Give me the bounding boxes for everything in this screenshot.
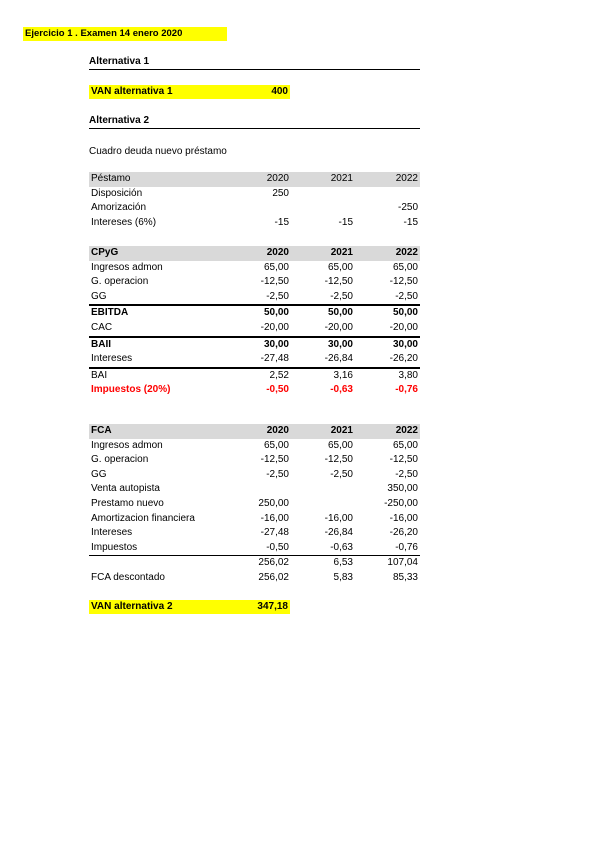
table-row <box>89 201 420 216</box>
table-cell: -16,00 <box>324 512 353 524</box>
table-cell: -250,00 <box>384 497 418 509</box>
table-cell: Ingresos admon <box>91 261 163 273</box>
table-cell: 2020 <box>266 173 289 184</box>
table-cell: 30,00 <box>392 338 418 350</box>
table-cell: 250,00 <box>258 497 289 509</box>
table-row <box>89 482 420 497</box>
table-cell: -250 <box>397 202 418 214</box>
van-alt2-value: 347,18 <box>257 601 288 612</box>
table-cell: -0,50 <box>266 541 289 553</box>
table-cell: 2022 <box>395 173 418 184</box>
prestamo-header-row <box>89 172 420 187</box>
cuadro-deuda-caption: Cuadro deuda nuevo préstamo <box>89 146 227 157</box>
table-cell: -15 <box>274 216 289 228</box>
table-row <box>89 187 420 202</box>
table-cell: 6,53 <box>333 557 353 569</box>
van-alt2-bar <box>89 600 290 614</box>
cpyg-header-row <box>89 246 420 261</box>
table-cell: 2020 <box>266 425 289 436</box>
table-cell: 2022 <box>395 247 418 258</box>
table-cell: -27,48 <box>260 353 289 365</box>
table-cell: -27,48 <box>260 527 289 539</box>
table-cell: -0,76 <box>395 541 418 553</box>
table-row <box>89 512 420 527</box>
alt1-heading: Alternativa 1 <box>89 55 420 70</box>
table-cell: -0,63 <box>330 384 353 396</box>
cpyg-table <box>89 246 420 398</box>
table-cell: -15 <box>403 216 418 228</box>
table-cell: -16,00 <box>260 512 289 524</box>
table-cell: 65,00 <box>327 261 353 273</box>
table-cell: 5,83 <box>333 571 353 583</box>
table-row <box>89 275 420 290</box>
van-alt2-label: VAN alternativa 2 <box>91 601 173 612</box>
table-cell: 256,02 <box>258 557 289 569</box>
alt2-heading: Alternativa 2 <box>89 114 420 129</box>
table-cell: Impuestos (20%) <box>91 384 171 396</box>
exercise-title: Ejercicio 1 . Examen 14 enero 2020 <box>23 27 227 41</box>
table-row <box>89 216 420 231</box>
table-cell: Intereses <box>91 527 133 539</box>
table-cell: BAII <box>91 338 111 350</box>
fca-total-row <box>89 555 420 571</box>
table-cell: 2021 <box>330 247 353 258</box>
table-row <box>89 468 420 483</box>
table-row <box>89 439 420 454</box>
table-cell: Intereses (6%) <box>91 216 157 228</box>
table-cell: -26,84 <box>324 527 353 539</box>
table-row <box>89 261 420 276</box>
table-cell: -20,00 <box>389 321 418 333</box>
table-cell: G. operacion <box>91 454 149 466</box>
table-cell: Impuestos <box>91 541 138 553</box>
table-cell: Intereses <box>91 353 133 365</box>
table-cell: 2022 <box>395 425 418 436</box>
table-cell: 85,33 <box>392 571 418 583</box>
baii-row <box>89 336 420 353</box>
table-cell: -2,50 <box>395 290 418 302</box>
table-cell: 350,00 <box>387 483 418 495</box>
table-cell: Amortizacion financiera <box>91 512 195 524</box>
table-cell: -15 <box>338 216 353 228</box>
bai-row <box>89 367 420 384</box>
table-row <box>89 453 420 468</box>
table-cell: CAC <box>91 321 113 333</box>
table-cell: -26,20 <box>389 353 418 365</box>
table-cell: Disposición <box>91 187 143 199</box>
table-cell: BAI <box>91 369 108 381</box>
table-cell: 65,00 <box>392 261 418 273</box>
table-cell: -20,00 <box>260 321 289 333</box>
table-cell: -20,00 <box>324 321 353 333</box>
table-cell: EBITDA <box>91 307 129 319</box>
table-cell: -2,50 <box>395 468 418 480</box>
table-cell: Amorización <box>91 202 147 214</box>
table-cell: -16,00 <box>389 512 418 524</box>
table-row <box>89 290 420 305</box>
table-cell: -2,50 <box>330 290 353 302</box>
table-cell: -2,50 <box>266 290 289 302</box>
table-cell: -12,50 <box>389 454 418 466</box>
table-cell: 2,52 <box>269 369 289 381</box>
table-cell: -12,50 <box>389 276 418 288</box>
fca-header-row <box>89 424 420 439</box>
van-alt1-label: VAN alternativa 1 <box>91 86 173 97</box>
table-cell: -0,50 <box>266 384 289 396</box>
van-alt1-value: 400 <box>271 86 288 97</box>
table-row <box>89 321 420 336</box>
table-cell: 65,00 <box>392 439 418 451</box>
table-cell: GG <box>91 290 107 302</box>
table-cell: 3,16 <box>333 369 353 381</box>
table-cell: 2020 <box>266 247 289 258</box>
table-row <box>89 497 420 512</box>
table-cell: FCA <box>91 425 112 436</box>
table-row <box>89 526 420 541</box>
ebitda-row <box>89 304 420 321</box>
table-cell: 3,80 <box>398 369 418 381</box>
table-cell: FCA descontado <box>91 571 165 583</box>
table-cell: -12,50 <box>260 276 289 288</box>
table-cell: 256,02 <box>258 571 289 583</box>
table-cell: 50,00 <box>263 307 289 319</box>
table-cell: -12,50 <box>324 454 353 466</box>
table-cell: -0,63 <box>330 541 353 553</box>
table-cell: -2,50 <box>266 468 289 480</box>
table-row <box>89 352 420 367</box>
table-cell: Péstamo <box>91 173 131 184</box>
table-cell: Ingresos admon <box>91 439 163 451</box>
table-cell: 50,00 <box>392 307 418 319</box>
table-row <box>89 541 420 556</box>
table-cell: 65,00 <box>327 439 353 451</box>
table-cell: 30,00 <box>263 338 289 350</box>
table-cell: 65,00 <box>263 261 289 273</box>
table-cell: -12,50 <box>260 454 289 466</box>
van-alt1-bar <box>89 85 290 99</box>
fca-table <box>89 424 420 586</box>
table-cell: 2021 <box>330 425 353 436</box>
table-cell: -26,20 <box>389 527 418 539</box>
table-cell: G. operacion <box>91 276 149 288</box>
table-cell: GG <box>91 468 107 480</box>
table-cell: -26,84 <box>324 353 353 365</box>
table-cell: -2,50 <box>330 468 353 480</box>
fca-descontado-row <box>89 571 420 586</box>
table-cell: -0,76 <box>395 384 418 396</box>
table-cell: Venta autopista <box>91 483 160 495</box>
table-cell: 50,00 <box>327 307 353 319</box>
table-cell: 107,04 <box>387 557 418 569</box>
table-cell: 30,00 <box>327 338 353 350</box>
table-cell: -12,50 <box>324 276 353 288</box>
table-cell: CPyG <box>91 247 119 258</box>
table-cell: 2021 <box>330 173 353 184</box>
table-cell: 65,00 <box>263 439 289 451</box>
table-cell: 250 <box>272 187 289 199</box>
table-cell: Prestamo nuevo <box>91 497 164 509</box>
prestamo-table <box>89 172 420 230</box>
impuestos-row <box>89 383 420 398</box>
